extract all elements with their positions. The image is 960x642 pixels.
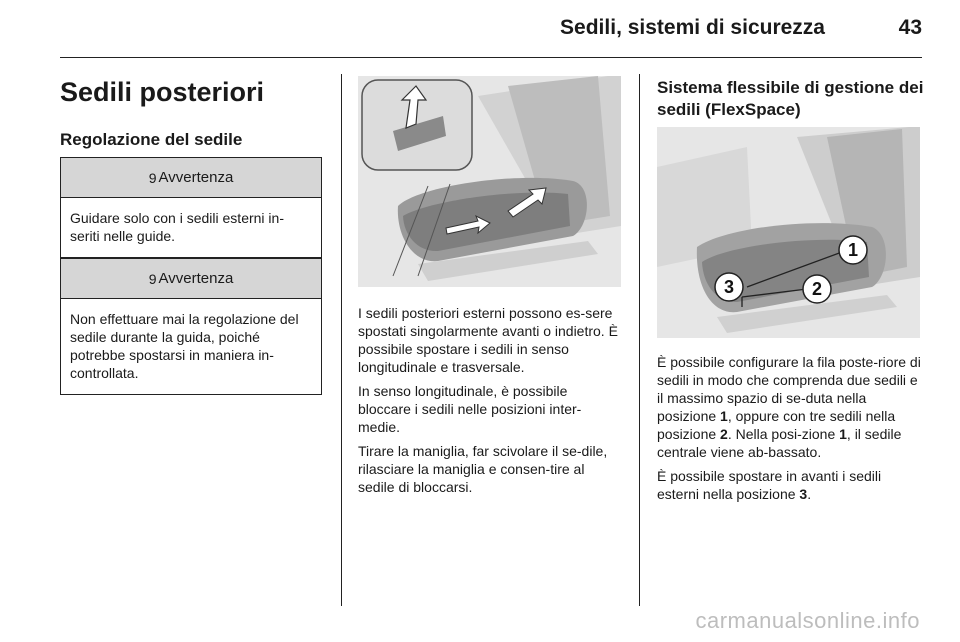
- seat-illustration-svg: [358, 76, 621, 287]
- column-divider-right: [639, 74, 640, 606]
- text-run: , oppure con tre sedili nella posizione: [657, 408, 896, 442]
- flexspace-illustration-svg: [657, 127, 920, 338]
- flexspace-illustration: [657, 127, 920, 338]
- position-number: 1: [720, 408, 728, 424]
- running-header-title: Sedili, sistemi di sicurezza: [560, 16, 825, 39]
- warning-title: Avvertenza: [158, 169, 234, 186]
- flexspace-heading: Sistema flessibile di gestione dei sedili (FlexSpace): [657, 78, 924, 119]
- warning-box-2: [60, 258, 322, 395]
- position-number: 3: [799, 486, 808, 502]
- warning-title: Avvertenza: [158, 270, 234, 287]
- text-run: . Nella posi-zione: [727, 426, 840, 442]
- column-divider-left: [341, 74, 342, 606]
- header-rule: [60, 57, 922, 58]
- text-run: .: [807, 486, 812, 502]
- warning-header: [61, 158, 321, 198]
- warning-header: [61, 259, 321, 299]
- callout-label: 1: [847, 240, 859, 260]
- warning-icon: 9: [148, 270, 157, 287]
- section-heading: Sedili posteriori: [60, 77, 265, 107]
- paragraph: In senso longitudinale, è possibile bloccare i sedili nelle posizioni inter-medie.: [358, 383, 582, 435]
- callout-label: 2: [811, 279, 823, 299]
- text-run: , il sedile centrale viene ab-bassato.: [657, 426, 902, 460]
- paragraph: [657, 353, 925, 461]
- warning-text: Guidare solo con i sedili esterni in-seriti nelle guide.: [70, 210, 284, 244]
- warning-icon: 9: [148, 169, 157, 186]
- paragraph: Tirare la maniglia, far scivolare il se-dile, rilasciare la maniglia e consen-tire al sedile di bloccarsi.: [358, 443, 608, 495]
- paragraph: [657, 467, 925, 503]
- watermark: carmanualsonline.info: [695, 608, 920, 633]
- right-column-body: [657, 353, 925, 509]
- middle-column-body: [358, 304, 623, 502]
- paragraph: I sedili posteriori esterni possono es-sere spostati singolarmente avanti o indietro. È possibile spostare i sedili in senso longitudinale e trasversale.: [358, 305, 618, 375]
- page-number: 43: [898, 16, 922, 39]
- seat-adjustment-illustration: [358, 76, 621, 287]
- section-subheading: Regolazione del sedile: [60, 130, 243, 149]
- warning-text: Non effettuare mai la regolazione del sedile durante la guida, poiché potrebbe spostarsi in maniera in-controllata.: [70, 311, 299, 381]
- text-run: È possibile configurare la fila poste-riore di sedili in modo che comprenda due sedili e il massimo spazio di se-duta nella posizione: [657, 354, 921, 424]
- text-run: È possibile spostare in avanti i sedili esterni nella posizione: [657, 468, 882, 502]
- callout-label: 3: [723, 277, 735, 297]
- position-number: 2: [720, 426, 728, 442]
- warning-box-1: [60, 157, 322, 258]
- position-number: 1: [839, 426, 847, 442]
